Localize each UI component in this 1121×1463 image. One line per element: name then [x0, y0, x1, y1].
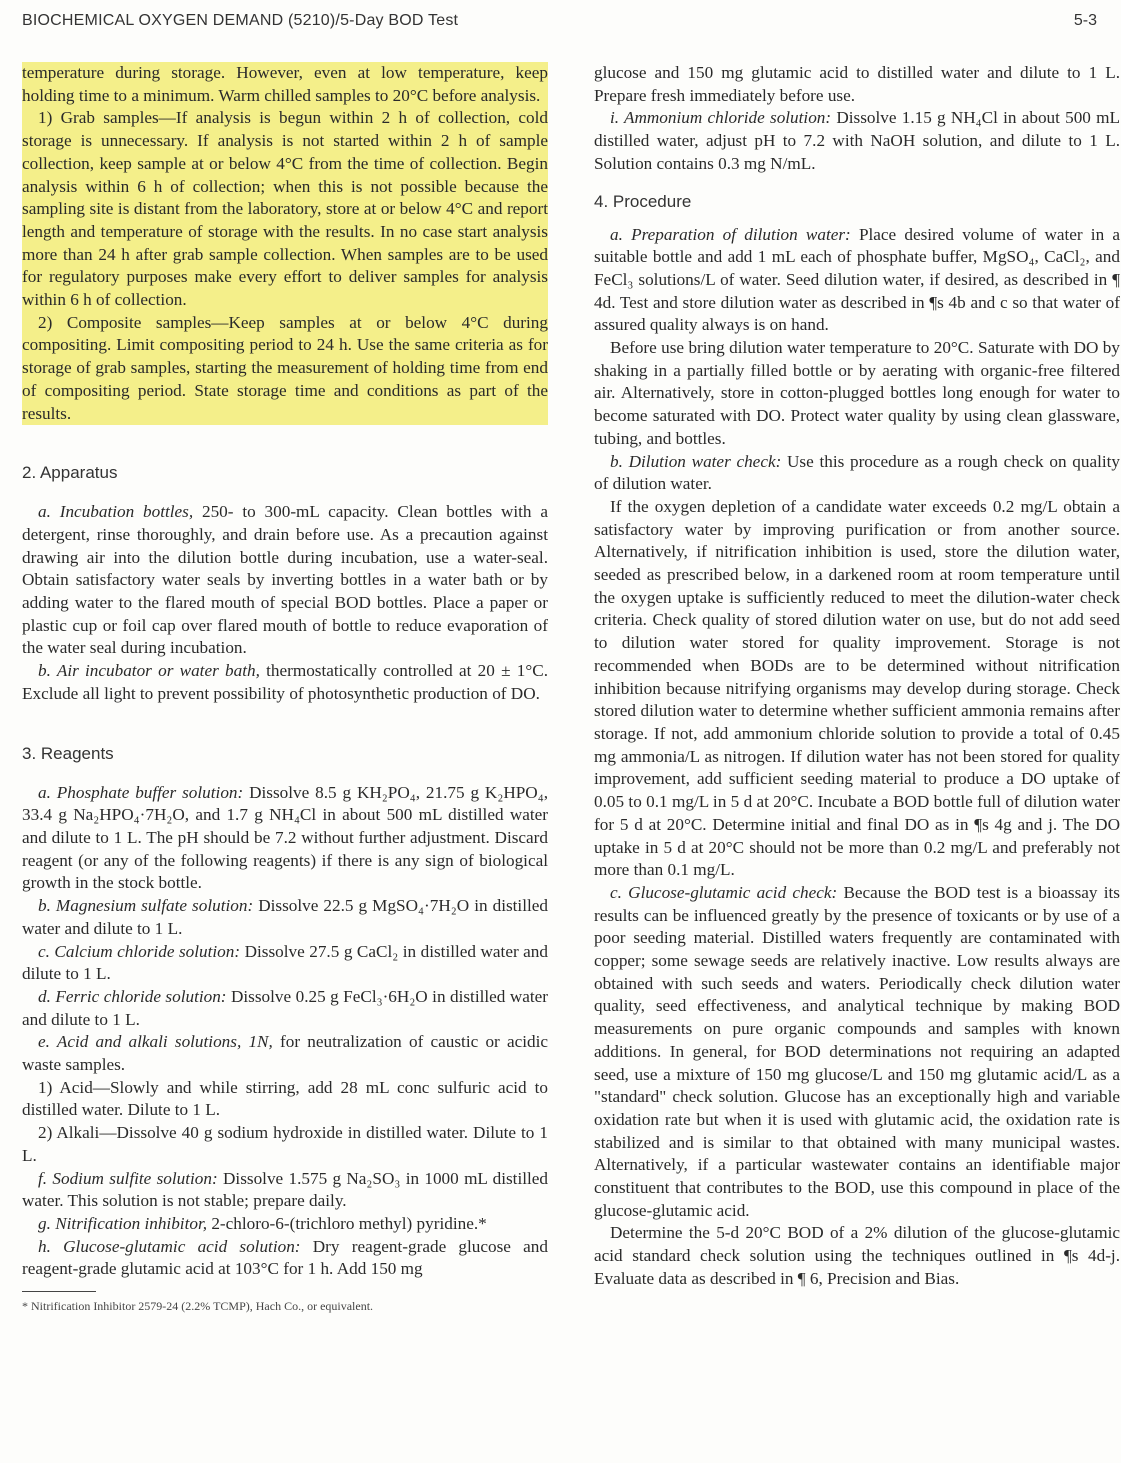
- item-label: f. Sodium sulfite solution:: [38, 1168, 218, 1188]
- item-text: Place desired volume of water in a suitable bottle and add 1 mL each of phosphate buffer, MgSO₄, CaCl₂, and FeCl₃ solutions/L of water. Seed dilution water, if desired, as described in ¶ 4d. Test and store dilution water as described in ¶s 4b and c so that water of assured quality always is on hand.: [594, 224, 1120, 335]
- item-label: h. Glucose-glutamic acid solution:: [38, 1236, 301, 1256]
- reagent-item-e-acid: 1) Acid—Slowly and while stirring, add 28 mL conc sulfuric acid to distilled water. Dilute to 1 L.: [22, 1077, 548, 1120]
- procedure-item-c-continued: Determine the 5-d 20°C BOD of a 2% dilution of the glucose-glutamic acid standard check solution using the techniques outlined in ¶s 4d-j. Evaluate data as described in ¶ 6, Precision and Bias.: [594, 1223, 1120, 1288]
- item-text: thermostatically controlled at 20 ± 1°C. Exclude all light to prevent possibility of photosynthetic production of DO.: [22, 661, 548, 703]
- item-label: b. Dilution water check:: [610, 451, 782, 471]
- item-text: Dissolve 0.25 g FeCl₃·6H₂O in distilled water and dilute to 1 L.: [22, 986, 548, 1029]
- procedure-item-b-continued: If the oxygen depletion of a candidate water exceeds 0.2 mg/L obtain a satisfactory water by improving purification or from another source. Alternatively, if nitrification inhibition is used, store the dilution water, seeded as prescribed below, in a darkened room at room temperature until the oxygen uptake is sufficiently reduced to meet the dilution-water check criteria. Check quality of stored dilution water on use, but do not add seed to dilution water stored for quality improvement. Storage is not recommended when BODs are to be determined without nitrification inhibition because nitrifying organisms may develop during storage. Check stored dilution water to determine whether sufficient ammonia remains after storage. If not, add ammonium chloride solution to provide a total of 0.45 mg ammonia/L as nitrogen. If dilution water has not been stored for quality improvement, add sufficient seeding material to produce a DO uptake of 0.05 to 0.1 mg/L in 5 d at 20°C. Incubate a BOD bottle full of dilution water for 5 d at 20°C. Determine initial and final DO as in ¶s 4g and j. The DO uptake in 5 d at 20°C should not be more than 0.2 mg/L and preferably not more than 0.1 mg/L.: [594, 496, 1120, 880]
- item-label: b. Air incubator or water bath,: [38, 661, 260, 681]
- reagent-item-e-alkali: 2) Alkali—Dissolve 40 g sodium hydroxide in distilled water. Dilute to 1 L.: [22, 1123, 548, 1165]
- right-column: [594, 62, 1120, 1291]
- item-text: 250- to 300-mL capacity. Clean bottles with a detergent, rinse thoroughly, and drain before use. As a precaution against drawing air into the dilution bottle during incubation, use a water-seal. Obtain satisfactory water seals by inverting bottles in a water bath or by adding water to the flared mouth of special BOD bottles. Place a paper or plastic cup or foil cap over flared mouth of bottle to reduce evaporation of the water seal during incubation.: [22, 502, 548, 658]
- item-label: d. Ferric chloride solution:: [38, 986, 227, 1006]
- procedure-item-a-continued: Before use bring dilution water temperature to 20°C. Saturate with DO by shaking in a partially filled bottle or by aerating with organic-free filtered air. Alternatively, store in cotton-plugged bottles long enough for water to become saturated with DO. Protect water quality by using clean glassware, tubing, and bottles.: [594, 338, 1120, 448]
- left-column: [22, 62, 548, 1314]
- item-text: Dry reagent-grade glucose and reagent-grade glutamic acid at 103°C for 1 h. Add 150 mg: [22, 1236, 548, 1279]
- page-number: 5-3: [1073, 12, 1097, 29]
- item-text: Dissolve 27.5 g CaCl₂ in distilled water and dilute to 1 L.: [22, 941, 548, 984]
- procedure-item-b: [594, 451, 1120, 496]
- item-label: c. Calcium chloride solution:: [38, 941, 241, 961]
- grab-samples-paragraph: 1) Grab samples—If analysis is begun within 2 h of collection, cold storage is unnecessary. If analysis is not started within 2 h of sample collection, keep sample at or below 4°C from the time of collection. Begin analysis within 6 h of collection; when this is not possible because the sampling site is distant from the laboratory, store at or below 4°C and report length and temperature of storage with the results. In no case start analysis more than 24 h after grab sample collection. When samples are to be used for regulatory purposes make every effort to deliver samples for analysis within 6 h of collection.: [22, 108, 548, 310]
- item-text: for neutralization of caustic or acidic waste samples.: [22, 1032, 549, 1075]
- composite-samples-paragraph: 2) Composite samples—Keep samples at or below 4°C during compositing. Limit compositing period to 24 h. Use the same criteria as for storage of grab samples, starting the measurement of holding time from end of compositing period. State storage time and conditions as part of the results.: [22, 312, 548, 423]
- storage-intro-paragraph: temperature during storage. However, even at low temperature, keep holding time to a minimum. Warm chilled samples to 20°C before analysis.: [22, 63, 548, 105]
- reagent-item-i: [594, 107, 1120, 175]
- procedure-item-c: [594, 882, 1120, 1223]
- item-text: Dissolve 1.575 g Na₂SO₃ in 1000 mL distilled water. This solution is not stable; prepare daily.: [22, 1168, 548, 1211]
- item-label: i. Ammonium chloride solution:: [610, 108, 832, 128]
- item-label: a. Phosphate buffer solution:: [38, 782, 244, 802]
- item-text: Because the BOD test is a bioassay its results can be influenced greatly by the presence of toxicants or by use of a poor seeding material. Distilled waters frequently are contaminated with copper; some sewage seeds are relatively inactive. Low results always are obtained with such seeds and waters. Periodically check dilution water quality, seed effectiveness, and analytical technique by making BOD measurements on pure organic compounds and samples with known additions. In general, for BOD determinations not requiring an adapted seed, use a mixture of 150 mg glucose/L and 150 mg glutamic acid/L as a "standard" check solution. Glucose has an exceptionally high and variable oxidation rate but when it is used with glutamic acid, the oxidation rate is stabilized and is similar to that obtained with many municipal wastes. Alternatively, if a particular wastewater contains an identifiable major constituent that contributes to the BOD, use this compound in place of the glucose-glutamic acid.: [594, 882, 1120, 1220]
- section-heading-reagents: 3. Reagents: [22, 743, 114, 763]
- glucose-continuation-paragraph: glucose and 150 mg glutamic acid to distilled water and dilute to 1 L. Prepare fresh immediately before use.: [594, 63, 1120, 105]
- item-label: a. Preparation of dilution water:: [610, 224, 851, 244]
- reagent-item-e: [22, 1031, 548, 1076]
- highlighted-storage-passage: [22, 62, 548, 425]
- apparatus-item-b: [22, 660, 548, 705]
- item-label: a. Incubation bottles,: [38, 502, 194, 522]
- reagent-item-b: [22, 895, 548, 940]
- reagent-item-a: [22, 782, 548, 896]
- reagent-item-f: [22, 1168, 548, 1213]
- item-text: Dissolve 8.5 g KH₂PO₄, 21.75 g K₂HPO₄, 33.4 g Na₂HPO₄·7H₂O, and 1.7 g NH₄Cl in about 500 mL distilled water and dilute to 1 L. The pH should be 7.2 without further adjustment. Discard reagent (or any of the following reagents) if there is any sign of biological growth in the stock bottle.: [22, 782, 549, 893]
- section-heading-apparatus: 2. Apparatus: [22, 463, 118, 483]
- reagent-item-c: [22, 941, 548, 986]
- footnote-divider: [22, 1291, 96, 1292]
- item-text: 2-chloro-6-(trichloro methyl) pyridine.*: [207, 1213, 487, 1233]
- item-text: Use this procedure as a rough check on quality of dilution water.: [594, 451, 1120, 494]
- item-label: e. Acid and alkali solutions, 1N,: [38, 1032, 273, 1052]
- item-label: g. Nitrification inhibitor,: [38, 1213, 208, 1233]
- reagent-item-h: [22, 1236, 548, 1281]
- reagent-item-d: [22, 986, 548, 1031]
- reagent-item-g: [22, 1213, 548, 1236]
- item-text: Dissolve 22.5 g MgSO₄·7H₂O in distilled water and dilute to 1 L.: [22, 896, 548, 938]
- procedure-item-a: [594, 224, 1120, 338]
- item-label: b. Magnesium sulfate solution:: [38, 896, 254, 916]
- apparatus-item-a: [22, 501, 548, 660]
- section-heading-procedure: 4. Procedure: [594, 191, 692, 211]
- footnote: * Nitrification Inhibitor 2579-24 (2.2% TCMP), Hach Co., or equivalent.: [22, 1299, 374, 1314]
- running-header-title: BIOCHEMICAL OXYGEN DEMAND (5210)/5-Day BOD Test: [22, 12, 459, 29]
- item-text: Dissolve 1.15 g NH₄Cl in about 500 mL distilled water, adjust pH to 7.2 with NaOH solution, and dilute to 1 L. Solution contains 0.3 mg N/mL.: [594, 108, 1120, 173]
- item-label: c. Glucose-glutamic acid check:: [610, 882, 838, 902]
